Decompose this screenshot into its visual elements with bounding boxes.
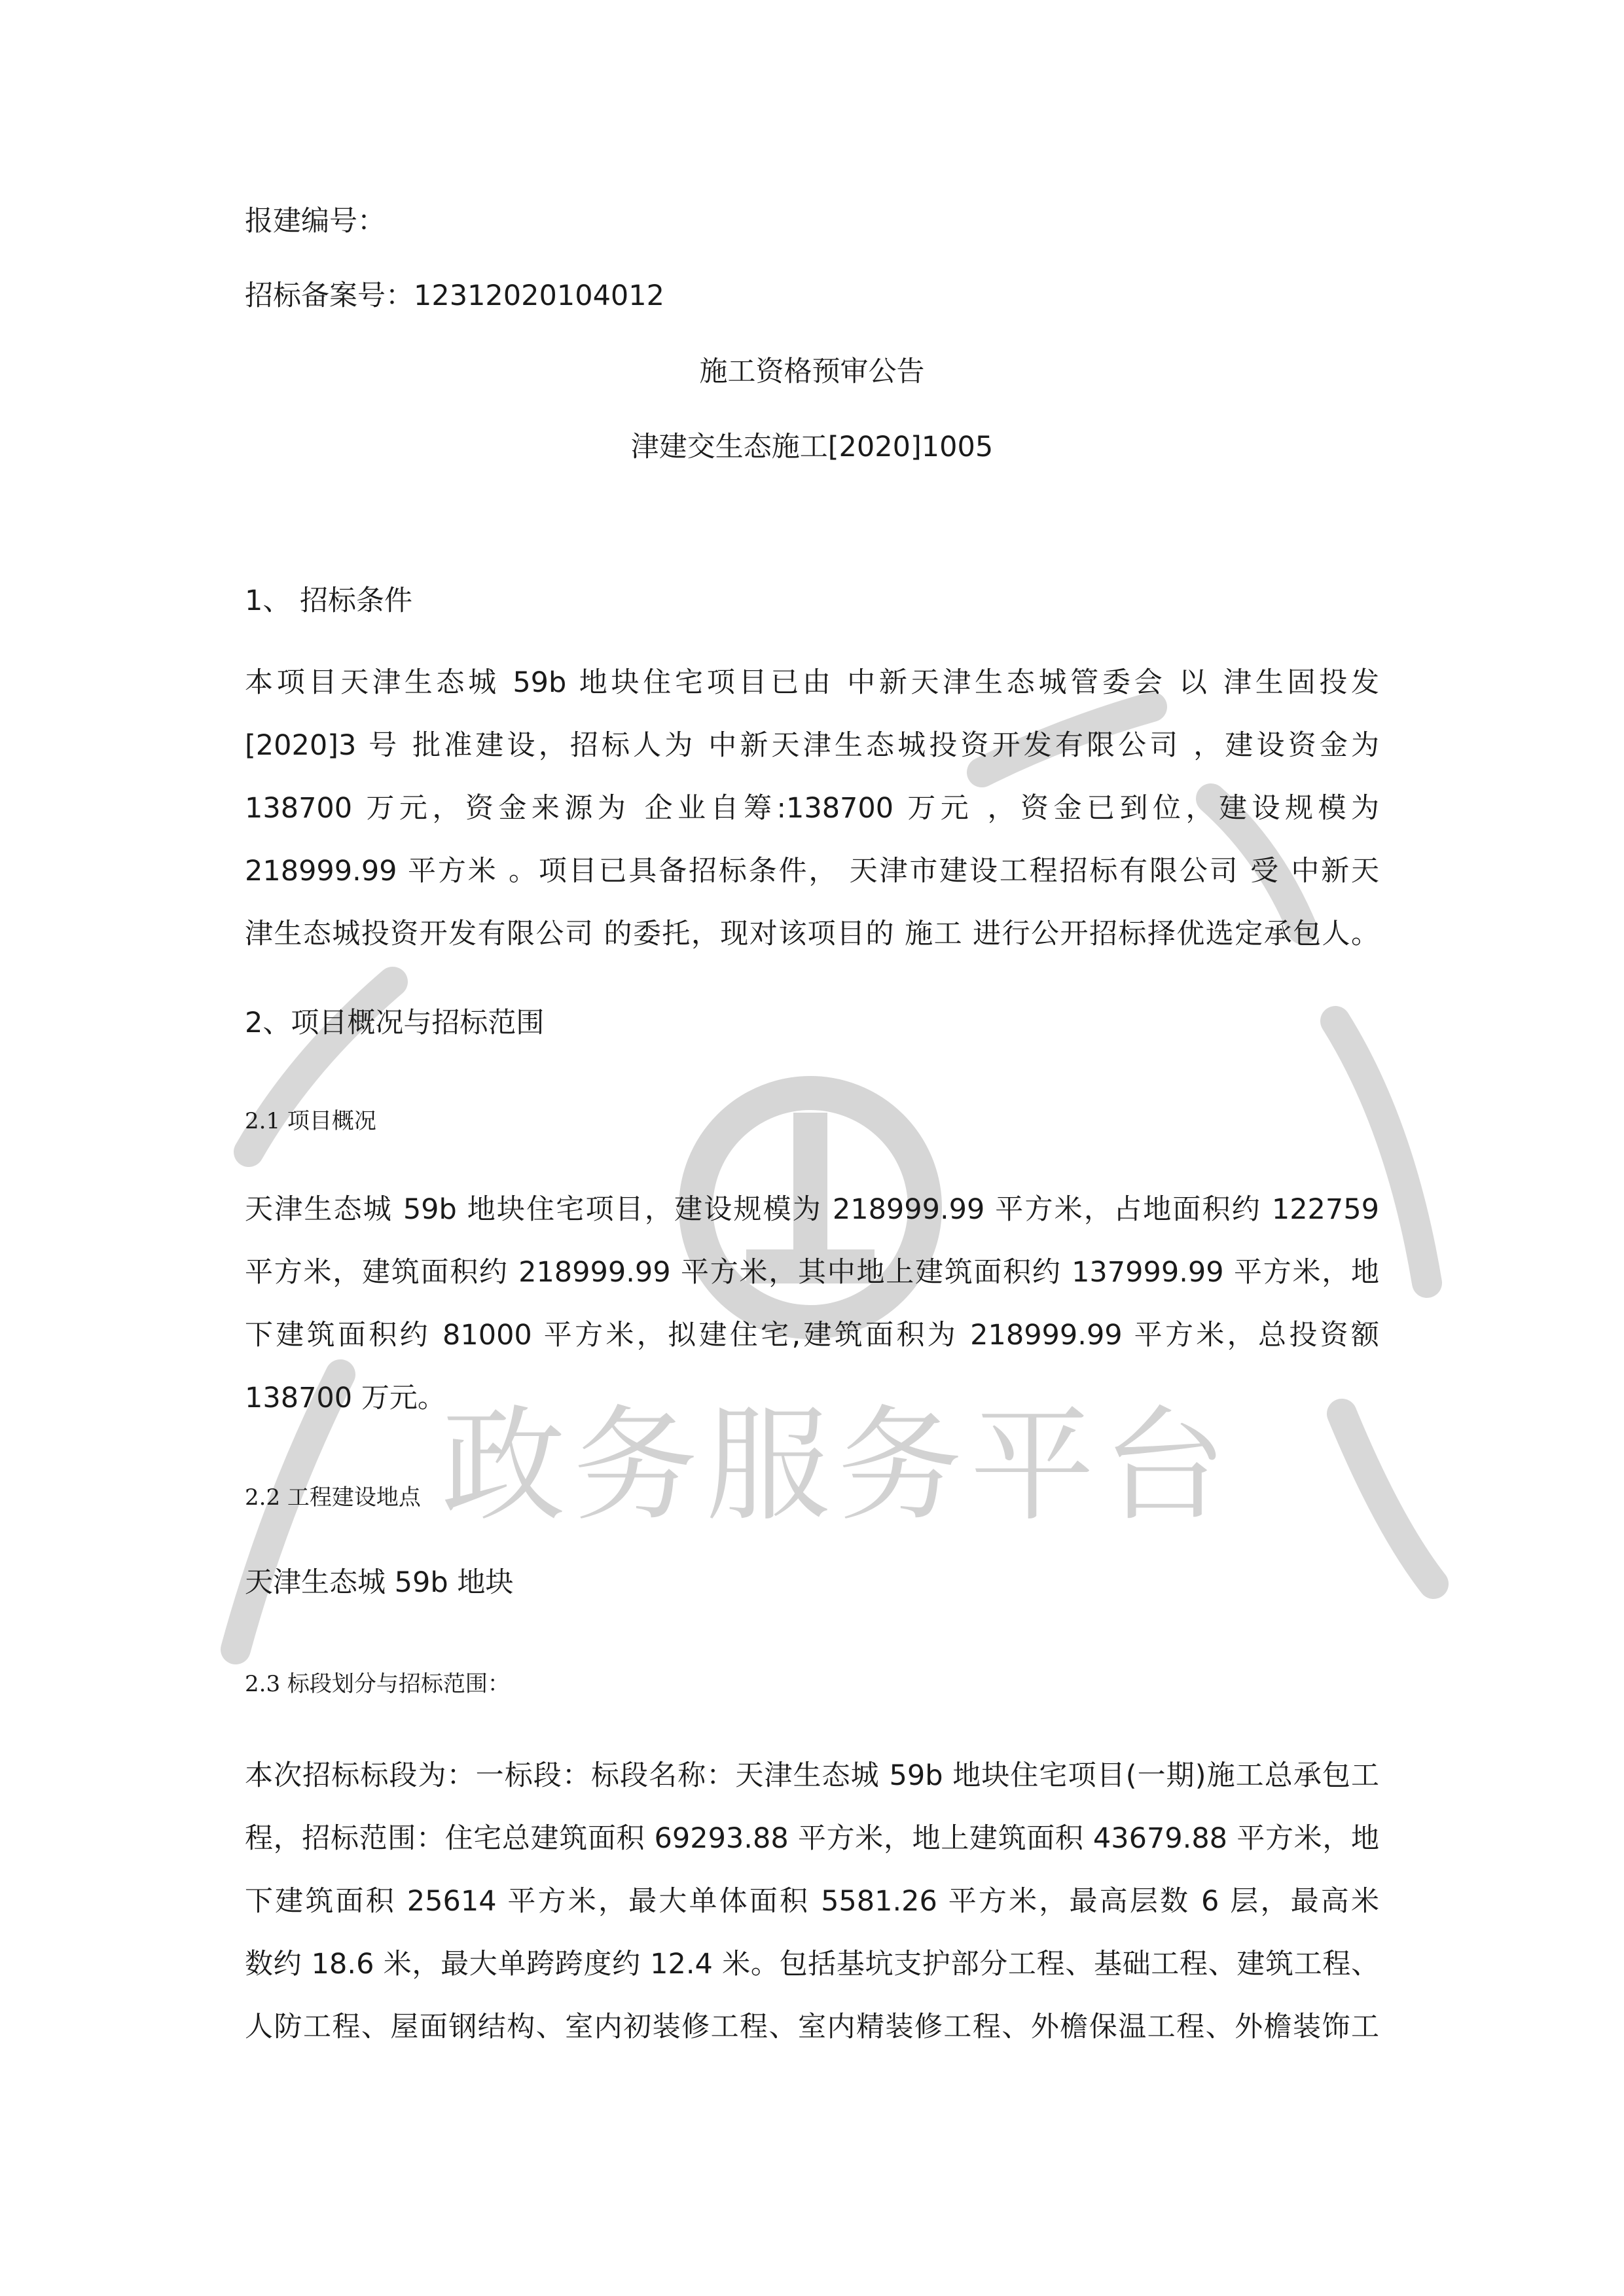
notice-code: 津建交生态施工[2020]1005 [630,431,994,463]
section-2-3-heading: 2.3 标段划分与招标范围： [245,1671,510,1697]
section-2-2-heading: 2.2 工程建设地点 [245,1484,421,1511]
watermark-text: 政务服务平台 [441,1393,1235,1538]
section-2-1-heading: 2.1 项目概况 [245,1108,376,1134]
section-2-3-line: 下建筑面积 25614 平方米，最大单体面积 5581.26 平方米，最高层数 6 层，最高米 [245,1885,1379,1918]
tender-record-number: 招标备案号：12312020104012 [245,279,665,312]
section-2-1-line: 138700 万元。 [245,1382,446,1414]
section-2-3-line: 数约 18.6 米，最大单跨跨度约 12.4 米。包括基坑支护部分工程、基础工程、建筑工程、 [245,1948,1379,1981]
section-2-3-line: 人防工程、屋面钢结构、室内初装修工程、室内精装修工程、外檐保温工程、外檐装饰工 [245,2011,1379,2043]
section-2-1-line: 下建筑面积约 81000 平方米，拟建住宅,建筑面积为 218999.99 平方米，总投资额 [245,1319,1379,1352]
notice-title: 施工资格预审公告 [699,355,925,388]
section-1-line: 218999.99 平方米 。项目已具备招标条件， 天津市建设工程招标有限公司 受 中新天 [245,855,1379,888]
section-1-heading: 1、 招标条件 [245,584,413,617]
section-1-line: 津生态城投资开发有限公司 的委托，现对该项目的 施工 进行公开招标择优选定承包人。 [245,918,1379,950]
section-1-line: 本项目天津生态城 59b 地块住宅项目已由 中新天津生态城管委会 以 津生固投发 [245,666,1379,699]
section-2-3-line: 本次招标标段为：一标段：标段名称：天津生态城 59b 地块住宅项目(一期)施工总承包工 [245,1759,1379,1792]
report-number: 报建编号： [245,205,386,238]
section-2-1-line: 天津生态城 59b 地块住宅项目，建设规模为 218999.99 平方米，占地面积约 122759 [245,1193,1379,1226]
section-1-line: 138700 万元，资金来源为 企业自筹:138700 万元 ，资金已到位，建设规模为 [245,792,1379,825]
section-2-3-line: 程，招标范围：住宅总建筑面积 69293.88 平方米，地上建筑面积 43679.88 平方米，地 [245,1822,1379,1855]
section-2-1-line: 平方米，建筑面积约 218999.99 平方米，其中地上建筑面积约 137999.99 平方米，地 [245,1256,1379,1289]
section-2-heading: 2、项目概况与招标范围 [245,1007,545,1039]
construction-location: 天津生态城 59b 地块 [245,1566,514,1599]
section-1-line: [2020]3 号 批准建设，招标人为 中新天津生态城投资开发有限公司 ，建设资金为 [245,729,1379,762]
